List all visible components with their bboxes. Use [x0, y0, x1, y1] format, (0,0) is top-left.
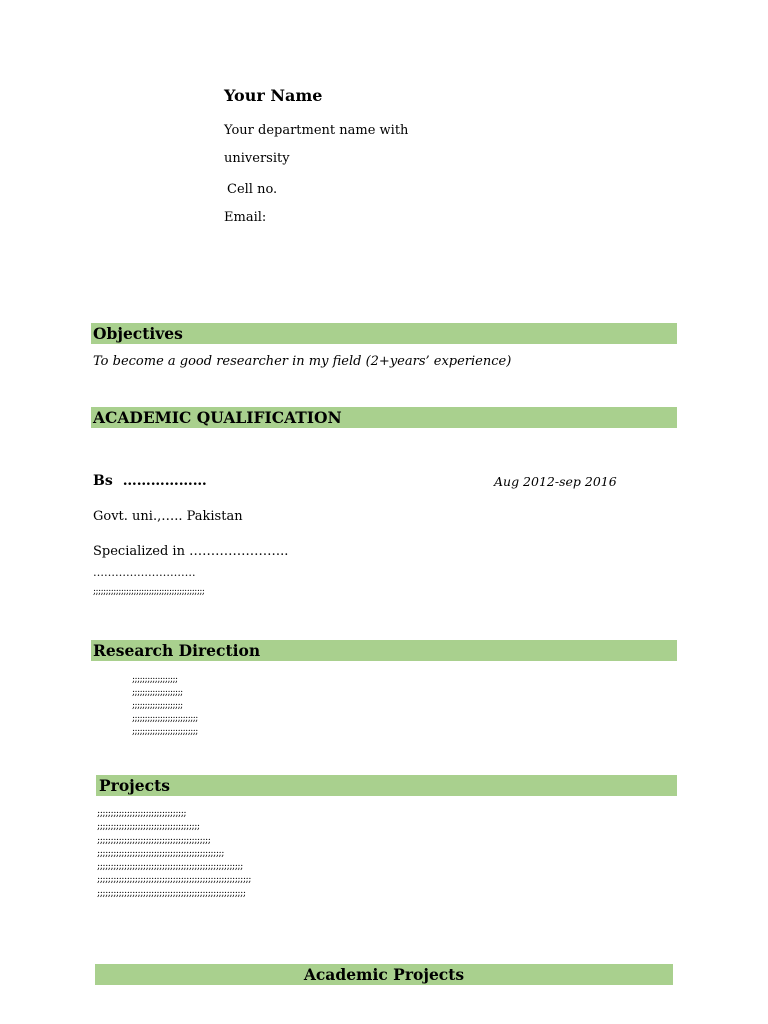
degree-row: [93, 473, 207, 489]
degree-dates: Aug 2012-sep 2016: [494, 474, 617, 489]
list-item: ;;;;;;;;;;;;;;;;;;: [132, 675, 178, 685]
list-item: ;;;;;;;;;;;;;;;;;;;;;;;;;;;;;;;;;;;;;;;;;;;;;;;: [97, 847, 224, 859]
list-item: ;;;;;;;;;;;;;;;;;;;;;;;;;;;;;;;;;;;;;;;;;;: [97, 834, 211, 846]
degree-title: Bs: [93, 473, 113, 489]
objectives-text: To become a good researcher in my field (2+years’ experience): [93, 354, 512, 369]
academic-qualification-heading: ACADEMIC QUALIFICATION: [91, 407, 677, 428]
degree-dots: ………………: [122, 473, 207, 489]
list-item: ;;;;;;;;;;;;;;;;;;;;;;;;;;: [132, 727, 198, 737]
specialization-line: Specialized in …………………..: [93, 544, 289, 559]
candidate-name: Your Name: [224, 86, 323, 105]
academic-projects-heading: Academic Projects: [95, 964, 673, 985]
projects-list: [97, 807, 251, 900]
list-item: ;;;;;;;;;;;;;;;;;;;;;;;;;;;;;;;;;;;;;;: [97, 821, 200, 833]
list-item: ;;;;;;;;;;;;;;;;;;;;: [132, 688, 183, 698]
list-item: ;;;;;;;;;;;;;;;;;;;;;;;;;;;;;;;;;;;;;;;;;;;;;;;;;;;;;;: [97, 861, 243, 873]
university-line: Govt. uni.,….. Pakistan: [93, 509, 243, 524]
cell-number-label: Cell no.: [227, 182, 278, 197]
list-item: ;;;;;;;;;;;;;;;;;;;;;;;;;;;;;;;;;: [97, 808, 187, 819]
placeholder-semicolons-line: ;;;;;;;;;;;;;;;;;;;;;;;;;;;;;;;;;;;;;;;;;;;;: [93, 587, 205, 597]
list-item: ;;;;;;;;;;;;;;;;;;;;;;;;;;;;;;;;;;;;;;;;;;;;;;;;;;;;;;;;;: [97, 874, 251, 886]
list-item: ;;;;;;;;;;;;;;;;;;;;;;;;;;: [132, 714, 198, 724]
research-direction-list: [132, 674, 198, 739]
list-item: ;;;;;;;;;;;;;;;;;;;;;;;;;;;;;;;;;;;;;;;;;;;;;;;;;;;;;;;: [97, 887, 246, 899]
department-line-1: Your department name with: [224, 123, 409, 138]
objectives-heading: Objectives: [91, 323, 677, 344]
research-direction-heading: Research Direction: [91, 640, 677, 661]
projects-heading: Projects: [96, 775, 677, 796]
list-item: ;;;;;;;;;;;;;;;;;;;;: [132, 701, 183, 711]
placeholder-dots-line: ……………………….: [93, 566, 196, 579]
email-label: Email:: [224, 210, 267, 225]
department-line-2: university: [224, 151, 290, 166]
